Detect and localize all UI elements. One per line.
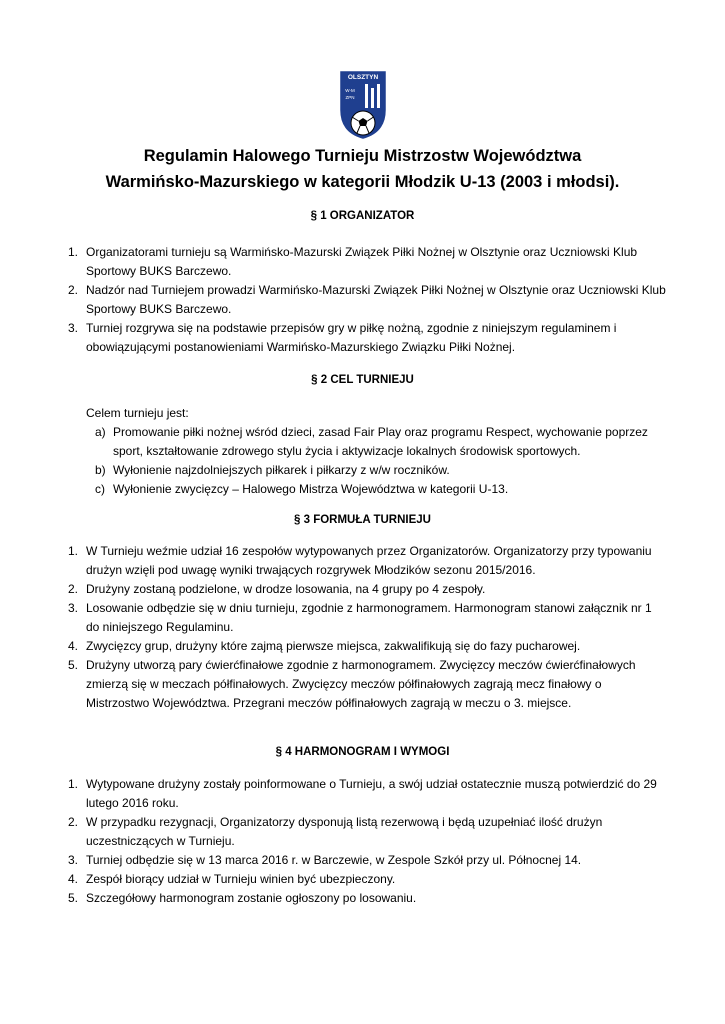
- item-letter: a): [95, 425, 106, 439]
- list-item: [68, 243, 668, 281]
- item-text: Zespół biorący udział w Turnieju winien być ubezpieczony.: [86, 872, 396, 886]
- section-4-list: [68, 775, 668, 908]
- list-item: [95, 461, 655, 480]
- list-item: [95, 480, 655, 499]
- logo-text-low: ZPN: [345, 95, 355, 100]
- item-letter: b): [95, 463, 106, 477]
- item-number: 5.: [68, 658, 79, 672]
- section-2-intro: Celem turnieju jest:: [86, 406, 189, 420]
- list-item: [68, 542, 668, 580]
- item-text: Nadzór nad Turniejem prowadzi Warmińsko-Mazurski Związek Piłki Nożnej w Olsztynie oraz Uczniowski Klub Sportowy BUKS Barczewo.: [86, 283, 666, 316]
- item-letter: c): [95, 482, 105, 496]
- item-number: 3.: [68, 321, 79, 335]
- item-number: 2.: [68, 815, 79, 829]
- document-title: [60, 143, 665, 195]
- section-3-list: [68, 542, 668, 713]
- item-text: Organizatorami turnieju są Warmińsko-Mazurski Związek Piłki Nożnej w Olsztynie oraz Uczniowski Klub Sportowy BUKS Barczewo.: [86, 245, 638, 278]
- item-number: 3.: [68, 601, 79, 615]
- section-1-list: [68, 243, 668, 357]
- item-number: 4.: [68, 639, 79, 653]
- item-number: 1.: [68, 777, 79, 791]
- item-number: 5.: [68, 891, 79, 905]
- item-text: Promowanie piłki nożnej wśród dzieci, zasad Fair Play oraz programu Respect, wychowanie poprzez sport, kształtowanie zdrowego stylu życia i aktywizacje lokalnych środowisk sportowych.: [113, 425, 648, 458]
- item-text: Wytypowane drużyny zostały poinformowane o Turnieju, a swój udział ostatecznie muszą potwierdzić do 29 lutego 2016 roku.: [86, 777, 657, 810]
- list-item: [68, 656, 668, 713]
- item-number: 3.: [68, 853, 79, 867]
- list-item: [95, 423, 655, 461]
- item-text: W Turnieju weźmie udział 16 zespołów wytypowanych przez Organizatorów. Organizatorzy przy typowaniu drużyn wzięli pod uwagę wyniki trwających rozgrywek Młodzików sezonu 2015/2016.: [86, 544, 652, 577]
- item-text: Szczegółowy harmonogram zostanie ogłoszony po losowaniu.: [86, 891, 417, 905]
- logo-text-top: OLSZTYN: [347, 74, 379, 81]
- item-text: Losowanie odbędzie się w dniu turnieju, zgodnie z harmonogramem. Harmonogram stanowi załącznik nr 1 do niniejszego Regulaminu.: [86, 601, 652, 634]
- item-text: Wyłonienie najzdolniejszych piłkarek i piłkarzy z w/w roczników.: [113, 463, 450, 477]
- item-number: 2.: [68, 283, 79, 297]
- item-number: 2.: [68, 582, 79, 596]
- list-item: [68, 889, 668, 908]
- list-item: [68, 851, 668, 870]
- item-text: Drużyny utworzą pary ćwierćfinałowe zgodnie z harmonogramem. Zwycięzcy meczów ćwierćfinałowych zmierzą się w meczach półfinałowych. Zwycięzcy meczów półfinałowych zagrają mecz finałowy o Mistrzostwo Województwa. Przegrani meczów półfinałowych zagrają w meczu o 3. miejsce.: [86, 658, 636, 710]
- item-text: W przypadku rezygnacji, Organizatorzy dysponują listą rezerwową i będą uzupełniać ilość drużyn uczestniczących w Turnieju.: [86, 815, 603, 848]
- item-number: 1.: [68, 245, 79, 259]
- section-1-heading: § 1 ORGANIZATOR: [310, 210, 415, 222]
- item-number: 4.: [68, 872, 79, 886]
- section-2-list: [95, 423, 655, 499]
- title-line-1: Regulamin Halowego Turnieju Mistrzostw Województwa: [143, 147, 582, 165]
- list-item: [68, 599, 668, 637]
- section-3-heading: § 3 FORMUŁA TURNIEJU: [294, 514, 431, 526]
- item-text: Zwycięzcy grup, drużyny które zajmą pierwsze miejsca, zakwalifikują się do fazy pucharowej.: [86, 639, 581, 653]
- club-logo: [338, 70, 388, 140]
- list-item: [68, 319, 668, 357]
- title-line-2: Warmińsko-Mazurskiego w kategorii Młodzik U-13 (2003 i młodsi).: [105, 173, 620, 191]
- item-number: 1.: [68, 544, 79, 558]
- item-text: Drużyny zostaną podzielone, w drodze losowania, na 4 grupy po 4 zespoły.: [86, 582, 486, 596]
- item-text: Wyłonienie zwycięzcy – Halowego Mistrza Województwa w kategorii U-13.: [113, 482, 509, 496]
- section-4-heading: § 4 HARMONOGRAM I WYMOGI: [275, 746, 450, 758]
- logo-text-mid: W-M: [345, 88, 355, 93]
- list-item: [68, 813, 668, 851]
- list-item: [68, 580, 668, 599]
- item-text: Turniej rozgrywa się na podstawie przepisów gry w piłkę nożną, zgodnie z niniejszym regulaminem i obowiązującymi postanowieniami Warmińsko-Mazurskiego Związku Piłki Nożnej.: [86, 321, 617, 354]
- list-item: [68, 870, 668, 889]
- list-item: [68, 637, 668, 656]
- list-item: [68, 281, 668, 319]
- section-2-heading: § 2 CEL TURNIEJU: [311, 374, 414, 386]
- list-item: [68, 775, 668, 813]
- item-text: Turniej odbędzie się w 13 marca 2016 r. w Barczewie, w Zespole Szkół przy ul. Północnej 14.: [86, 853, 582, 867]
